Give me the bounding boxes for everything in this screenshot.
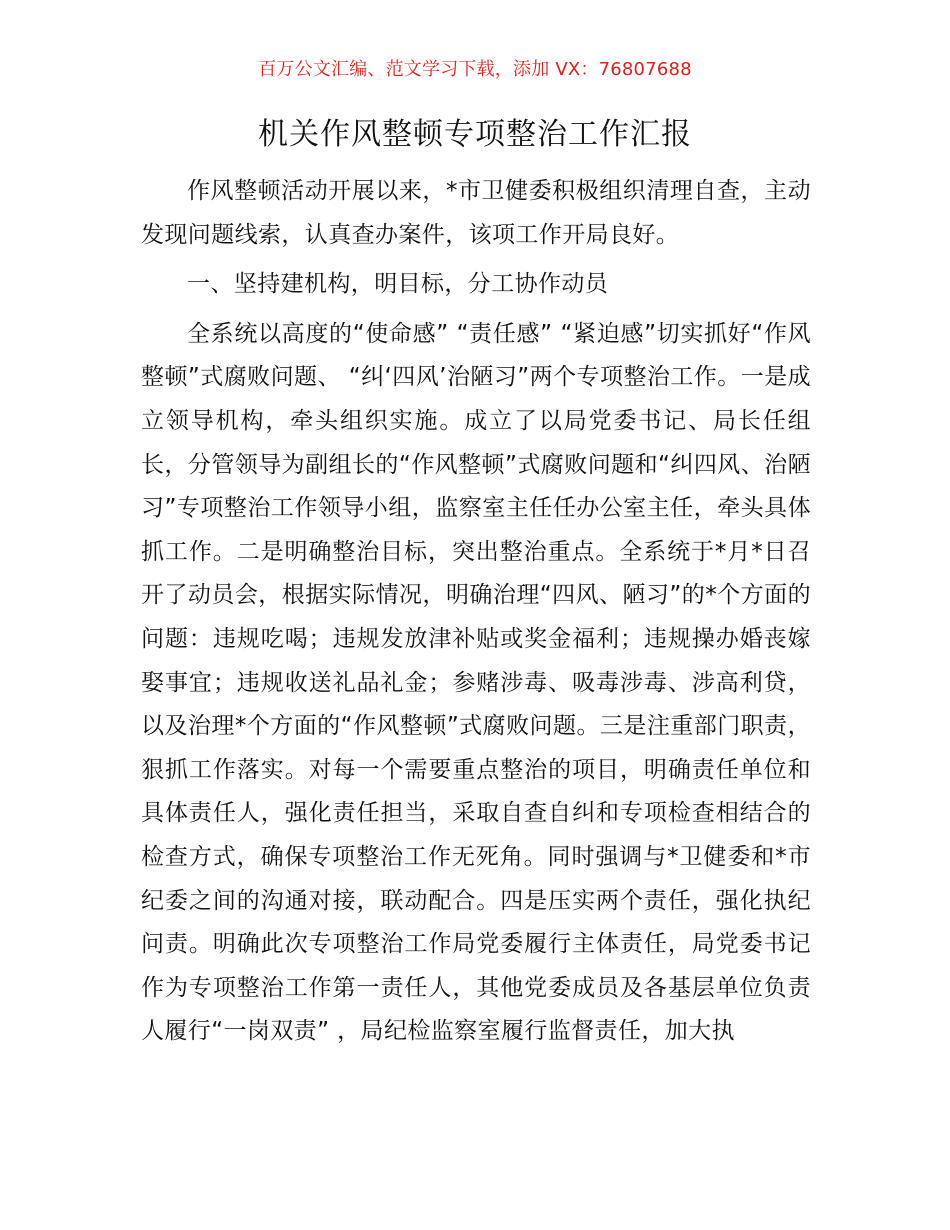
download-promo-note: 百万公文汇编、范文学习下载，添加 VX：76807688 <box>258 59 692 80</box>
document-body <box>141 170 811 1054</box>
document-title: 机关作风整顿专项整治工作汇报 <box>258 117 692 152</box>
section-paragraph: 全系统以高度的“使命感” “责任感” “紧迫感”切实抓好“作风整顿”式腐败问题、 “纠‘四风’治陋习”两个专项整治工作。一是成立领导机构，牵头组织实施。成立了以局党委书记、局长任组长，分管领导为副组长的“作风整顿”式腐败问题和“纠四风、治陋习”专项整治工作领导小组，监察室主任任办公室主任，牵头具体抓工作。二是明确整治目标，突出整治重点。全系统于*月*日召开了动员会，根据实际情况，明确治理“四风、陋习”的*个方面的问题：违规吃喝；违规发放津补贴或奖金福利；违规操办婚丧嫁娶事宜；违规收送礼品礼金；参赌涉毒、吸毒涉毒、涉高利贷，以及治理*个方面的“作风整顿”式腐败问题。三是注重部门职责，狠抓工作落实。对每一个需要重点整治的项目，明确责任单位和具体责任人，强化责任担当，采取自查自纠和专项检查相结合的检查方式，确保专项整治工作无死角。同时强调与*卫健委和*市纪委之间的沟通对接，联动配合。四是压实两个责任，强化执纪问责。明确此次专项整治工作局党委履行主体责任，局党委书记作为专项整治工作第一责任人，其他党委成员及各基层单位负责人履行“一岗双责” ，局纪检监察室履行监督责任，加大执 <box>141 320 811 1045</box>
section-heading: 一、坚持建机构，明目标，分工协作动员 <box>187 271 609 298</box>
intro-paragraph: 作风整顿活动开展以来，*市卫健委积极组织清理自查，主动发现问题线索，认真查办案件，该项工作开局良好。 <box>141 178 811 248</box>
